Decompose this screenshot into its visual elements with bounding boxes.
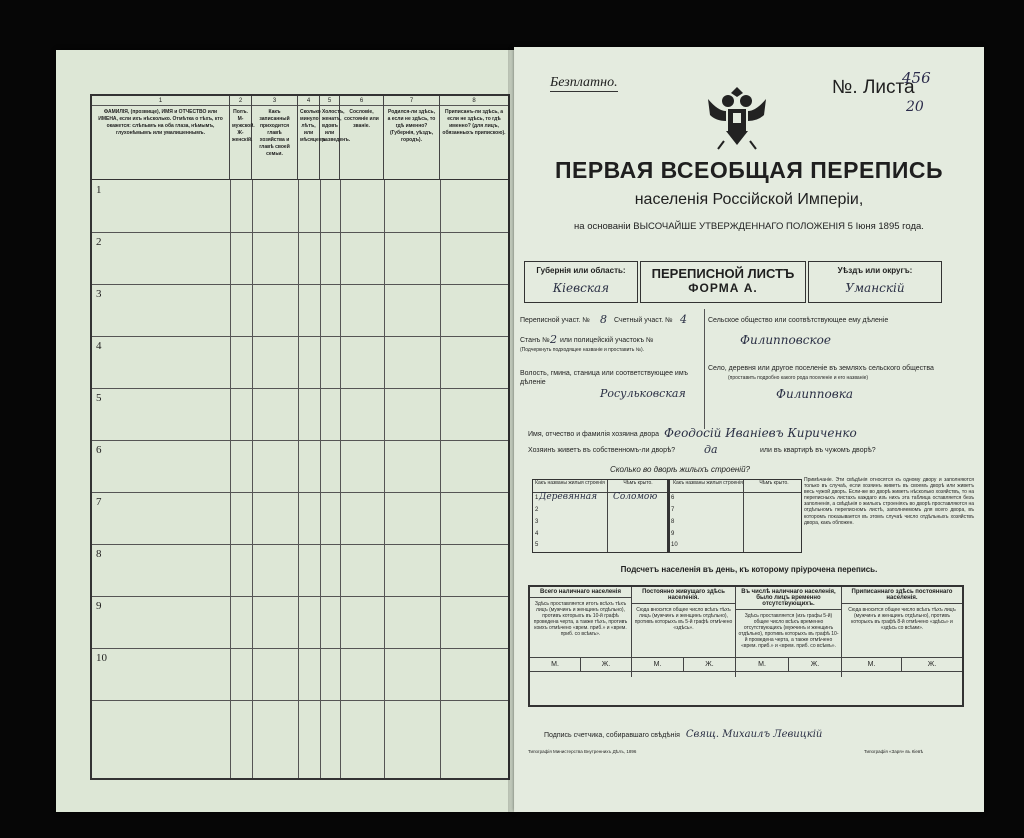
row-divider: [92, 336, 508, 337]
obshchestvo-label: Сельское общество или соотвѣтствующее ему дѣленіе: [708, 317, 889, 324]
perepis-uch-value: 8: [600, 313, 607, 326]
right-page: [514, 47, 984, 812]
stan-rest-label: или полицейскій участокъ №: [560, 337, 654, 344]
bld-row-num: 10: [671, 542, 678, 548]
census-person-table: [90, 94, 510, 780]
bld-header-roof-2: Чѣмъ крыто.: [759, 480, 789, 486]
selo-value: Филипповка: [776, 387, 854, 401]
col-text: Приписанъ-ли здѣсь, а если не здѣсь, то гдѣ именно? (для лицъ, обязанныхъ припискою).: [442, 109, 506, 136]
col-header-4: [298, 96, 327, 180]
col-divider: [384, 180, 385, 778]
owner-lives-value: да: [704, 443, 718, 456]
count-col-text: Здѣсь проставляется итогъ всѣхъ тѣхъ лицъ (мужчинъ и женщинъ отдѣльно), противъ которыхъ въ 10-й графѣ проведена черта, а также тѣхъ, противъ коихъ отмѣчено «врем. приб.» и «врем. приб. со всѣмъ».: [533, 601, 628, 637]
row-divider: [92, 596, 508, 597]
page-fold: [508, 47, 518, 812]
col-num: 8: [440, 98, 508, 106]
stan-value: 2: [550, 333, 557, 346]
perepis-uch-label: Переписной участ. №: [520, 317, 590, 324]
row-number: 9: [96, 600, 102, 612]
owner-rent-label: или въ квартирѣ въ чужомъ дворѣ?: [760, 447, 876, 454]
signature-label: Подпись счетчика, собиравшаго свѣдѣнія: [544, 732, 680, 739]
main-title: ПЕРВАЯ ВСЕОБЩАЯ ПЕРЕПИСЬ: [554, 157, 944, 183]
col-num: 3: [252, 98, 297, 106]
population-count-table: [528, 585, 964, 707]
uezd-label: Уѣздъ или округъ:: [837, 266, 913, 275]
selo-note: (проставить подробно какого рода поселеніе и его названіе): [728, 375, 869, 381]
count-col-header: Всего наличнаго населенія: [530, 589, 631, 598]
gubernia-box: [524, 261, 638, 303]
gubernia-label: Губернія или область:: [536, 266, 626, 275]
col-num: 5: [320, 98, 339, 106]
free-label: Безплатно.: [550, 75, 618, 90]
stan-note: (Подчеркнуть подходящее названіе и проставить №).: [520, 347, 645, 353]
row-divider: [92, 440, 508, 441]
owner-label: Имя, отчество и фамилія хозяина двора: [528, 431, 660, 438]
bld-row-num: 7: [671, 507, 675, 513]
row-divider: [92, 232, 508, 233]
col-divider: [230, 180, 231, 778]
form-title-box: [640, 261, 806, 303]
row-divider: [92, 492, 508, 493]
row-number: 5: [96, 392, 102, 404]
count-col-text: Здѣсь проставляется (изъ графы 5-й) общее число всѣхъ временно отсутствующихъ (мужчинъ и женщинъ отдѣльно), противъ которыхъ въ графѣ 10-й проведена черта, а также отмѣчено «врем. приб.» и «врем. приб. со всѣмъ».: [738, 613, 839, 649]
count-title: Подсчетъ населенія въ день, къ которому пріурочена перепись.: [620, 565, 878, 574]
bld-header-name-2: Какъ названы жилыя строенія: [673, 480, 743, 486]
count-f: Ж.: [789, 657, 842, 671]
col-divider: [340, 180, 341, 778]
row-number: 10: [96, 652, 107, 664]
owner-value: Феодосiй Иванiевъ Кириченко: [664, 426, 857, 440]
printer-note-left: Типографія Министерства Внутреннихъ Дѣлъ, 1896: [528, 749, 637, 754]
form-title: ПЕРЕПИСНОЙ ЛИСТЪ: [651, 266, 795, 281]
bld-row-num: 5: [535, 542, 539, 548]
signature-line: [544, 729, 984, 740]
col-text: Родился-ли здѣсь, а если не здѣсь, то гдѣ именно? (Губернія, уѣздъ, городъ).: [387, 109, 436, 143]
count-col-text: Сюда вносится общее число всѣхъ тѣхъ лицъ (мужчинъ и женщинъ отдѣльно), противъ которыхъ въ 5-й графѣ отмѣчено «здѣсь».: [634, 607, 733, 631]
bld-divider: [607, 480, 608, 552]
row-number: 8: [96, 548, 102, 560]
count-f: Ж.: [684, 657, 736, 671]
col-divider: [440, 180, 441, 778]
row-divider: [92, 700, 508, 701]
col-divider: [320, 180, 321, 778]
count-m: М.: [842, 657, 902, 671]
row-divider: [92, 648, 508, 649]
schetn-uch-value: 4: [680, 313, 687, 326]
bld-row-num: 2: [535, 507, 539, 513]
gubernia-value: Кіевская: [552, 281, 610, 295]
buildings-table: [532, 479, 802, 553]
sheet-number-handwritten-2: 20: [906, 99, 924, 115]
bld-row1-type: Деревянная: [539, 492, 598, 502]
left-page: [56, 50, 514, 812]
sheet-number-label: №. Листа: [832, 77, 915, 98]
volost-value: Росульковская: [600, 387, 686, 400]
row-divider: [92, 544, 508, 545]
owner-lives-label: Хозяинъ живетъ въ собственномъ-ли дворѣ?: [528, 447, 676, 454]
row-divider: [92, 284, 508, 285]
uezd-box: [808, 261, 942, 303]
info-divider: [704, 309, 705, 429]
col-num: 6: [340, 98, 383, 106]
selo-label: Село, деревня или другое поселеніе въ земляхъ сельского общества: [708, 365, 934, 372]
obshchestvo-value: Филипповское: [740, 333, 831, 347]
count-col-header: Приписаннаго здѣсь постояннаго населенія.: [842, 589, 962, 604]
bld-divider: [743, 480, 744, 552]
count-f: Ж.: [902, 657, 962, 671]
sheet-number-handwritten: 456: [902, 69, 931, 87]
sub-title: населенія Россійской Имперіи,: [634, 191, 864, 208]
uezd-value: Уманскій: [845, 281, 905, 295]
bld-header-roof: Чѣмъ крыто.: [623, 480, 653, 486]
col-header-1: [92, 96, 230, 180]
row-number: 6: [96, 444, 102, 456]
count-row-line: [530, 671, 962, 672]
row-number: 3: [96, 288, 102, 300]
row-number: 7: [96, 496, 102, 508]
bld-row-num: 6: [671, 495, 675, 501]
printer-note-right: Типографія «Заря» въ Кіевѣ: [864, 749, 923, 754]
col-header-6: [340, 96, 384, 180]
bld-row-num: 1: [535, 495, 539, 501]
col-text: Какъ записанный приходится главѣ хозяйства и главѣ своей семьи.: [259, 109, 290, 157]
col-num: 2: [230, 98, 251, 106]
bld-row-num: 8: [671, 519, 675, 525]
col-header-7: [384, 96, 440, 180]
col-text: Сословіе, состояніе или званіе.: [344, 109, 379, 129]
buildings-question: Сколько во дворѣ жилыхъ строеній?: [610, 465, 750, 474]
row-divider: [92, 388, 508, 389]
row-number: 4: [96, 340, 102, 352]
col-divider: [298, 180, 299, 778]
count-col-header: Постоянно живущаго здѣсь населенія.: [632, 589, 735, 604]
col-num: 1: [92, 98, 229, 106]
bld-header-name: Какъ названы жилыя строенія: [535, 480, 605, 486]
bld-row1-roof: Соломою: [613, 492, 658, 502]
col-divider: [252, 180, 253, 778]
count-col-header: Въ числѣ наличнаго населенія, было лицъ временно отсутствующихъ.: [736, 589, 841, 610]
col-header-8: [440, 96, 508, 180]
row-number: 1: [96, 184, 102, 196]
stan-label: Станъ №: [520, 337, 550, 344]
signature-value: Свящ. Михаилъ Левицкій: [685, 729, 823, 740]
form-letter: ФОРМА А.: [688, 281, 758, 295]
col-num: 7: [384, 98, 439, 106]
col-text: Холостъ, женатъ, вдовъ или разведенъ.: [322, 109, 351, 143]
col-header-5: [320, 96, 351, 180]
bld-center-divider: [667, 480, 670, 552]
count-f: Ж.: [581, 657, 632, 671]
basis-line: на основаніи ВЫСОЧАЙШЕ УТВЕРЖДЕННАГО ПОЛОЖЕНІЯ 5 Іюня 1895 года.: [574, 221, 924, 232]
count-m: М.: [530, 657, 581, 671]
col-text: Сколько минуло лѣтъ, или мѣсяцевъ.: [300, 109, 327, 143]
count-m: М.: [736, 657, 789, 671]
col-header-3: [252, 96, 298, 180]
count-col-text: Сюда вносится общее число всѣхъ тѣхъ лицъ (мужчинъ и женщинъ отдѣльно), противъ которыхъ въ графѣ 8-й отмѣчено «здѣсь» и «здѣсь со всѣми».: [848, 607, 956, 631]
row-number: 2: [96, 236, 102, 248]
count-m: М.: [632, 657, 684, 671]
bld-row-num: 9: [671, 531, 675, 537]
bld-row-num: 4: [535, 531, 539, 537]
imperial-eagle-icon: [704, 81, 770, 153]
col-num: 4: [298, 98, 319, 106]
col-header-2: [230, 96, 255, 180]
volost-label: Волость, гмина, станица или соответствующее имъ дѣленіе: [520, 370, 688, 386]
bld-row-num: 3: [535, 519, 539, 525]
col-text: ФАМИЛІЯ, (прозвище), ИМЯ и ОТЧЕСТВО или ИМЕНА, если ихъ нѣсколько. Отмѣтка о тѣхъ, кто окажется: слѣпымъ на оба глаза, нѣмымъ, глухонѣмымъ или умалишеннымъ.: [98, 109, 223, 136]
note-paragraph: Примѣчаніе. Эти свѣдѣнія относятся къ одному двору и заполняются только въ случаѣ, если хозяинъ живетъ въ своемъ дворѣ или живетъ весь чужой дворъ. Если-же во дворѣ живетъ нѣсколько хозяйствъ, то на переписныхъ листахъ каждаго изъ нихъ эта таблица оставляется безъ заполненія, а свѣдѣнія о жилыхъ строеніяхъ во дворѣ проставляются на отдѣльномъ переписномъ листѣ, заполняемомъ для всего двора, въ которомъ показывается въ этомъ случаѣ число отдѣльныхъ хозяйствъ двора, какъ обложен.: [804, 477, 974, 526]
schetn-uch-label: Счетный участ. №: [614, 317, 673, 324]
col-text: Полъ. М-мужской. Ж-женскій.: [232, 109, 255, 143]
